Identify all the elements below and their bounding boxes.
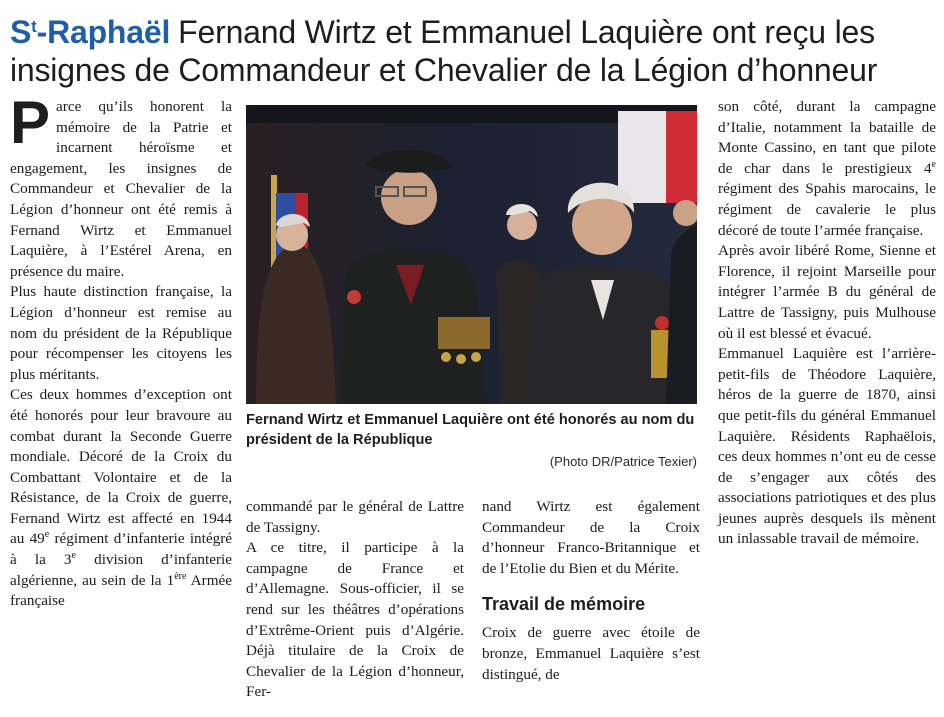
paragraph-9: Après avoir libéré Rome, Sienne et Florence, il rejoint Marseille pour intégrer l’armée B du général de Lattre de Tassigny, puis Mulhouse où il est blessé et évacué. xyxy=(718,242,936,342)
location-kicker: $S^t$-Raphaël xyxy=(10,14,171,50)
paragraph-6: nand Wirtz est également Commandeur de la Croix d’honneur Franco-Britannique et de l’Etolie du Bien et du Mérite. xyxy=(482,498,700,577)
article-column-2 xyxy=(246,497,464,703)
paragraph-4: commandé par le général de Lattre de Tassigny. xyxy=(246,498,464,536)
paragraph-8: son côté, durant la campagne d’Italie, notamment la bataille de Monte Cassino, en tant que pilote de char dans le prestigieux 4e régiment des Spahis marocains, le régiment de cavalerie le plus décoré de toute l’armée française. xyxy=(718,98,936,239)
section-heading: Travail de mémoire xyxy=(482,594,646,615)
paragraph-1: Parce qu’ils honorent la mémoire de la Patrie et incarnent héroïsme et engagement, les insignes de Commandeur et Chevalier de la Légion d’honneur ont été remis à Fernand Wirtz et Emmanuel Laquière, à l’Estérel Arena, en présence du maire. xyxy=(10,89,232,280)
paragraph-10: Emmanuel Laquière est l’arrière-petit-fils de Théodore Laquière, héros de la guerre de 1870, ainsi que petit-fils du général Emmanuel Laquière. Résidents Raphaëlois, ces deux hommes n’ont eu de cesse de s’engager aux côtés des associations patriotiques et des plus jeunes auprès desquels ils mènent un inlassable travail de mémoire. xyxy=(718,345,936,548)
headline xyxy=(10,8,938,89)
drop-cap: P xyxy=(10,89,51,156)
headline-title: Fernand Wirtz et Emmanuel Laquière ont reçu les insignes de Commandeur et Chevalier de la Légion d’honneur xyxy=(10,14,878,88)
photo-caption: Fernand Wirtz et Emmanuel Laquière ont été honorés au nom du président de la République xyxy=(246,412,695,448)
ceremony-photo-illustration xyxy=(246,105,697,404)
paragraph-5: A ce titre, il participe à la campagne de France et d’Allemagne. Sous-officier, il se rend sur les théâtres d’opérations d’Extrême-Orient puis d’Algérie. Déjà titulaire de la Croix de Chevalier de la Légion d’honneur, Fer- xyxy=(246,539,464,701)
article-column-1 xyxy=(10,89,232,612)
ceremony-photo xyxy=(246,105,697,404)
article-column-4 xyxy=(718,97,936,550)
paragraph-2: Plus haute distinction française, la Légion d’honneur est remise au nom du président de la République pour récompenser les citoyens les plus méritants. xyxy=(10,283,232,383)
paragraph-3: Ces deux hommes d’exception ont été honorés pour leur bravoure au combat durant la Seconde Guerre mondiale. Décoré de la Croix du Combattant Volontaire et de la Résistance, de la Croix de guerre, Fernand Wirtz est affecté en 1944 au 49e régiment d’infanterie intégré à la 3e division d’infanterie algérienne, au sein de la 1ère Armée française xyxy=(10,386,232,610)
photo-credit: (Photo DR/Patrice Texier) xyxy=(549,454,697,469)
paragraph-7: Croix de guerre avec étoile de bronze, Emmanuel Laquière s’est distingué, de xyxy=(482,624,700,683)
article-column-3 xyxy=(482,497,700,685)
